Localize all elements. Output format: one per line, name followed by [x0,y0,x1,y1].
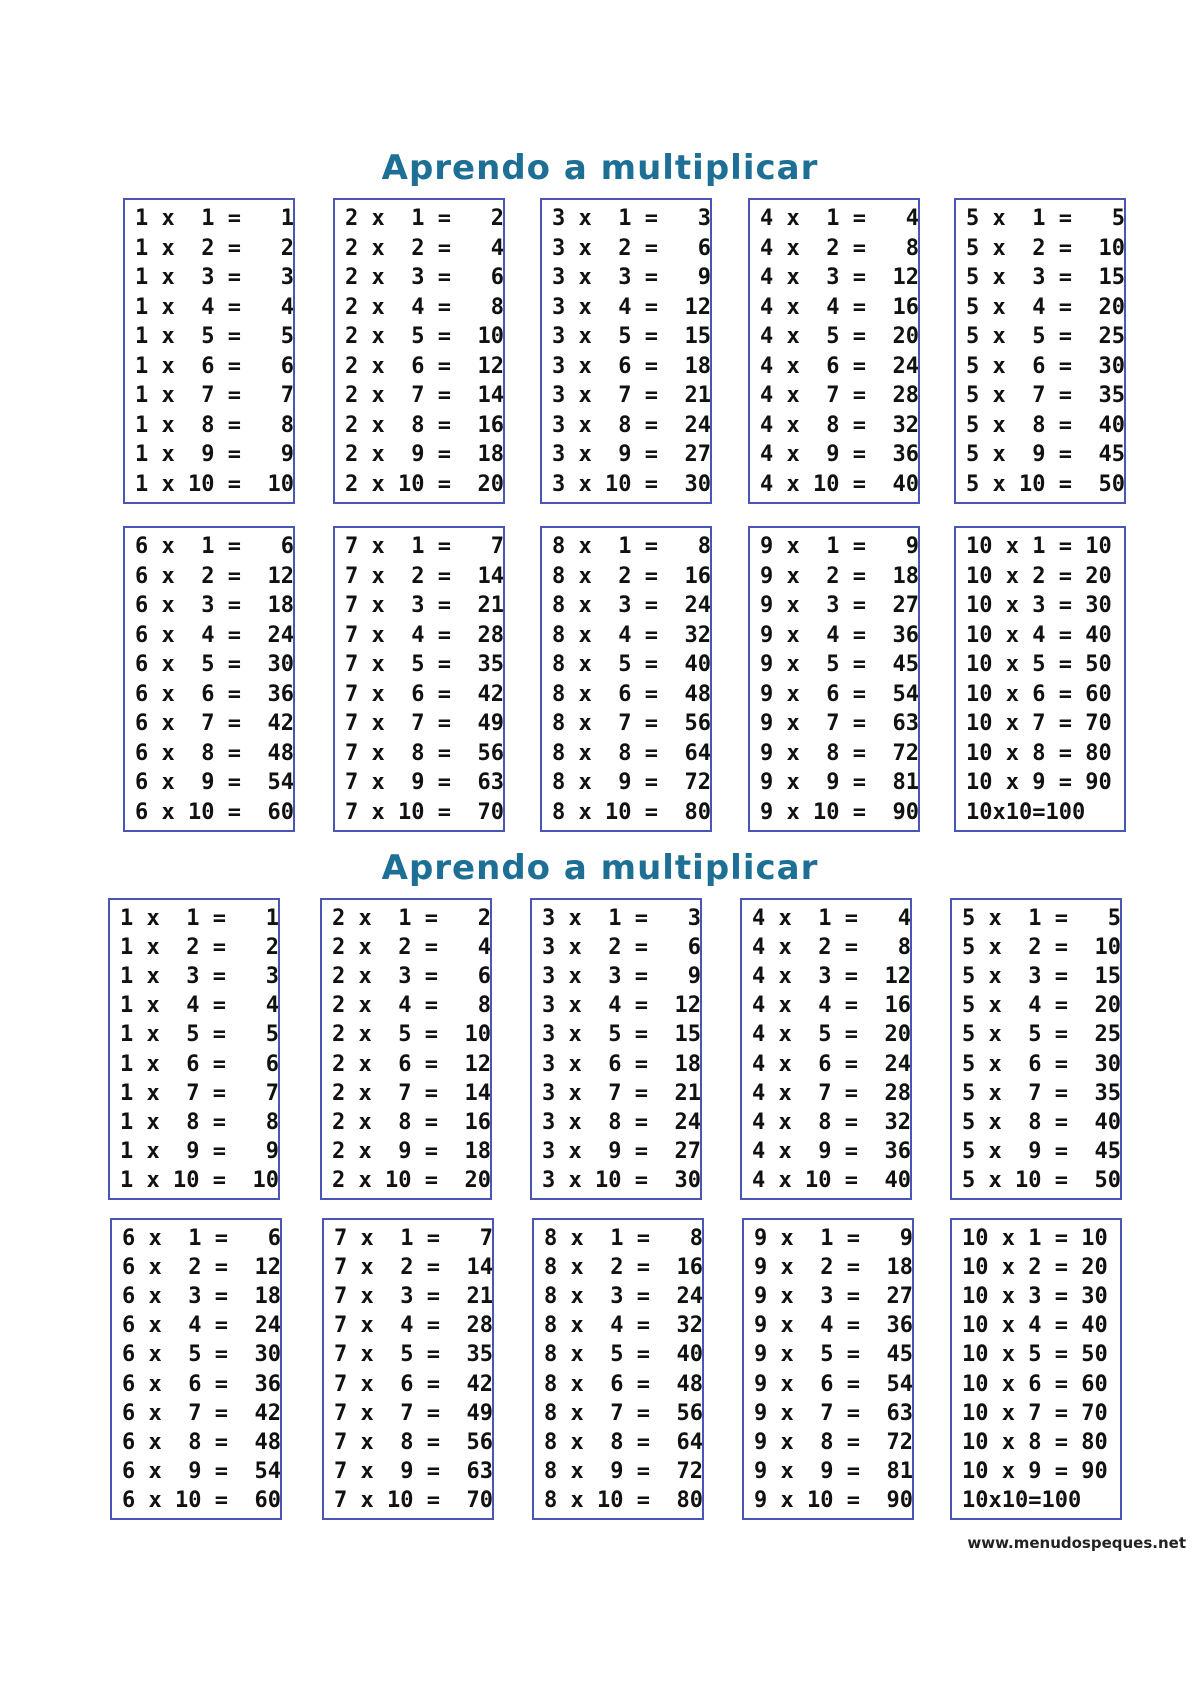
table-row: 10 x 2 = 20 [962,1255,1108,1281]
times-table-10 [954,526,1126,832]
table-row: 8 x 6 = 48 [544,1371,703,1397]
table-row: 10 x 7 = 70 [962,1400,1108,1426]
times-table-7 [333,526,505,832]
table-row: 10x10=100 [966,799,1086,825]
table-row: 8 x 5 = 40 [544,1342,703,1368]
table-row: 1 x 4 = 4 [120,993,279,1019]
table-row: 7 x 8 = 56 [345,740,504,766]
table-row: 6 x 1 = 6 [122,1226,281,1251]
table-row: 10 x 4 = 40 [966,622,1112,648]
table-row: 8 x 5 = 40 [552,652,711,678]
section-title-2: Aprendo a multiplicar [381,848,819,888]
table-row: 7 x 3 = 21 [334,1284,493,1310]
table-row: 1 x 8 = 8 [135,412,294,438]
table-row: 2 x 6 = 12 [332,1051,491,1077]
table-row: 6 x 7 = 42 [122,1400,281,1426]
table-row: 6 x 5 = 30 [122,1342,281,1368]
table-row: 2 x 3 = 6 [332,964,491,990]
times-table-4 [740,898,912,1200]
table-row: 5 x 1 = 5 [966,206,1125,231]
table-row: 8 x 1 = 8 [544,1226,703,1251]
times-table-2 [333,198,505,504]
table-row: 8 x 1 = 8 [552,534,711,559]
table-row: 3 x 6 = 18 [552,353,711,379]
table-row: 9 x 9 = 81 [760,770,919,796]
table-row: 5 x 9 = 45 [966,442,1125,468]
times-table-9 [742,1218,914,1520]
table-row: 4 x 6 = 24 [760,353,919,379]
table-row: 2 x 9 = 18 [345,442,504,468]
table-row: 7 x 8 = 56 [334,1429,493,1455]
table-row: 2 x 1 = 2 [345,206,504,231]
table-row: 3 x 9 = 27 [552,442,711,468]
table-row: 10 x 5 = 50 [966,652,1112,678]
table-row: 4 x 7 = 28 [752,1080,911,1106]
table-row: 9 x 4 = 36 [760,622,919,648]
times-table-9 [748,526,920,832]
table-row: 6 x 6 = 36 [122,1371,281,1397]
table-row: 5 x 4 = 20 [966,294,1125,320]
table-row: 7 x 1 = 7 [345,534,504,559]
table-row: 1 x 5 = 5 [135,324,294,350]
table-row: 9 x 5 = 45 [754,1342,913,1368]
table-row: 6 x 2 = 12 [122,1255,281,1281]
table-row: 10 x 6 = 60 [966,681,1112,707]
table-row: 8 x 3 = 24 [544,1284,703,1310]
table-row: 1 x 10 = 10 [135,471,294,497]
table-row: 3 x 3 = 9 [542,964,701,990]
table-row: 4 x 8 = 32 [752,1109,911,1135]
table-row: 9 x 5 = 45 [760,652,919,678]
table-row: 8 x 2 = 16 [544,1255,703,1281]
table-row: 3 x 8 = 24 [552,412,711,438]
table-row: 2 x 10 = 20 [332,1167,491,1193]
table-row: 9 x 2 = 18 [754,1255,913,1281]
table-row: 2 x 10 = 20 [345,471,504,497]
table-row: 8 x 8 = 64 [552,740,711,766]
table-row: 3 x 7 = 21 [542,1080,701,1106]
table-row: 4 x 5 = 20 [760,324,919,350]
table-row: 5 x 8 = 40 [966,412,1125,438]
table-row: 9 x 8 = 72 [754,1429,913,1455]
table-row: 1 x 7 = 7 [120,1080,279,1106]
table-row: 7 x 10 = 70 [345,799,504,825]
table-row: 6 x 9 = 54 [122,1458,281,1484]
table-row: 10 x 1 = 10 [966,534,1112,559]
table-row: 9 x 1 = 9 [754,1226,913,1251]
table-row: 2 x 7 = 14 [332,1080,491,1106]
table-row: 3 x 1 = 3 [552,206,711,231]
times-table-5 [954,198,1126,504]
table-row: 7 x 9 = 63 [345,770,504,796]
table-row: 8 x 4 = 32 [552,622,711,648]
table-row: 9 x 3 = 27 [754,1284,913,1310]
table-row: 8 x 4 = 32 [544,1313,703,1339]
times-table-5 [950,898,1122,1200]
table-row: 6 x 5 = 30 [135,652,294,678]
table-row: 9 x 10 = 90 [754,1487,913,1513]
table-row: 5 x 10 = 50 [962,1167,1121,1193]
times-table-7 [322,1218,494,1520]
table-row: 2 x 2 = 4 [332,935,491,961]
table-row: 6 x 4 = 24 [122,1313,281,1339]
table-row: 6 x 8 = 48 [135,740,294,766]
table-row: 6 x 10 = 60 [135,799,294,825]
table-row: 6 x 9 = 54 [135,770,294,796]
table-row: 4 x 2 = 8 [760,235,919,261]
table-row: 9 x 9 = 81 [754,1458,913,1484]
table-row: 2 x 5 = 10 [345,324,504,350]
table-row: 5 x 10 = 50 [966,471,1125,497]
table-row: 9 x 4 = 36 [754,1313,913,1339]
table-row: 1 x 9 = 9 [120,1138,279,1164]
table-row: 2 x 4 = 8 [332,993,491,1019]
table-row: 2 x 3 = 6 [345,265,504,291]
table-row: 3 x 1 = 3 [542,906,701,931]
table-row: 10 x 2 = 20 [966,563,1112,589]
times-table-6 [110,1218,282,1520]
table-row: 7 x 1 = 7 [334,1226,493,1251]
table-row: 7 x 6 = 42 [334,1371,493,1397]
table-row: 7 x 2 = 14 [334,1255,493,1281]
times-table-2 [320,898,492,1200]
table-row: 5 x 8 = 40 [962,1109,1121,1135]
times-table-3 [530,898,702,1200]
table-row: 7 x 10 = 70 [334,1487,493,1513]
table-row: 10 x 7 = 70 [966,711,1112,737]
table-row: 1 x 7 = 7 [135,383,294,409]
table-row: 9 x 6 = 54 [754,1371,913,1397]
table-row: 4 x 1 = 4 [752,906,911,931]
times-table-6 [123,526,295,832]
table-row: 4 x 1 = 4 [760,206,919,231]
table-row: 8 x 10 = 80 [552,799,711,825]
table-row: 4 x 9 = 36 [760,442,919,468]
table-row: 8 x 9 = 72 [552,770,711,796]
table-row: 10 x 6 = 60 [962,1371,1108,1397]
table-row: 3 x 4 = 12 [542,993,701,1019]
table-row: 4 x 7 = 28 [760,383,919,409]
table-row: 4 x 9 = 36 [752,1138,911,1164]
table-row: 7 x 5 = 35 [334,1342,493,1368]
table-row: 5 x 9 = 45 [962,1138,1121,1164]
table-row: 10 x 9 = 90 [962,1458,1108,1484]
table-row: 3 x 9 = 27 [542,1138,701,1164]
table-row: 8 x 3 = 24 [552,593,711,619]
table-row: 7 x 7 = 49 [345,711,504,737]
table-row: 4 x 2 = 8 [752,935,911,961]
table-row: 9 x 2 = 18 [760,563,919,589]
table-row: 8 x 2 = 16 [552,563,711,589]
times-table-8 [540,526,712,832]
table-row: 3 x 3 = 9 [552,265,711,291]
table-row: 1 x 1 = 1 [135,206,294,231]
table-row: 2 x 6 = 12 [345,353,504,379]
table-row: 4 x 10 = 40 [760,471,919,497]
table-row: 2 x 9 = 18 [332,1138,491,1164]
table-row: 7 x 7 = 49 [334,1400,493,1426]
table-row: 1 x 3 = 3 [135,265,294,291]
table-row: 2 x 5 = 10 [332,1022,491,1048]
table-row: 3 x 4 = 12 [552,294,711,320]
table-row: 9 x 10 = 90 [760,799,919,825]
table-row: 4 x 4 = 16 [760,294,919,320]
table-row: 6 x 7 = 42 [135,711,294,737]
table-row: 2 x 4 = 8 [345,294,504,320]
table-row: 7 x 6 = 42 [345,681,504,707]
table-row: 3 x 6 = 18 [542,1051,701,1077]
table-row: 4 x 6 = 24 [752,1051,911,1077]
table-row: 2 x 8 = 16 [345,412,504,438]
table-row: 7 x 4 = 28 [334,1313,493,1339]
table-row: 10 x 4 = 40 [962,1313,1108,1339]
table-row: 5 x 2 = 10 [966,235,1125,261]
table-row: 10x10=100 [962,1487,1082,1513]
table-row: 10 x 5 = 50 [962,1342,1108,1368]
times-table-1 [123,198,295,504]
table-row: 10 x 1 = 10 [962,1226,1108,1251]
table-row: 5 x 7 = 35 [966,383,1125,409]
table-row: 1 x 1 = 1 [120,906,279,931]
table-row: 6 x 2 = 12 [135,563,294,589]
table-row: 4 x 8 = 32 [760,412,919,438]
table-row: 5 x 6 = 30 [966,353,1125,379]
table-row: 6 x 3 = 18 [135,593,294,619]
table-row: 1 x 9 = 9 [135,442,294,468]
table-row: 6 x 8 = 48 [122,1429,281,1455]
table-row: 8 x 6 = 48 [552,681,711,707]
times-table-1 [108,898,280,1200]
table-row: 3 x 10 = 30 [552,471,711,497]
table-row: 9 x 7 = 63 [754,1400,913,1426]
table-row: 9 x 8 = 72 [760,740,919,766]
table-row: 2 x 1 = 2 [332,906,491,931]
table-row: 1 x 2 = 2 [135,235,294,261]
table-row: 5 x 3 = 15 [962,964,1121,990]
table-row: 1 x 2 = 2 [120,935,279,961]
table-row: 10 x 3 = 30 [962,1284,1108,1310]
table-row: 6 x 4 = 24 [135,622,294,648]
table-row: 3 x 2 = 6 [552,235,711,261]
table-row: 3 x 7 = 21 [552,383,711,409]
table-row: 7 x 5 = 35 [345,652,504,678]
table-row: 3 x 5 = 15 [542,1022,701,1048]
table-row: 1 x 4 = 4 [135,294,294,320]
table-row: 5 x 6 = 30 [962,1051,1121,1077]
table-row: 4 x 10 = 40 [752,1167,911,1193]
table-row: 4 x 3 = 12 [752,964,911,990]
table-row: 1 x 3 = 3 [120,964,279,990]
times-table-3 [540,198,712,504]
table-row: 7 x 9 = 63 [334,1458,493,1484]
table-row: 10 x 9 = 90 [966,770,1112,796]
table-row: 1 x 10 = 10 [120,1167,279,1193]
times-table-10 [950,1218,1122,1520]
table-row: 10 x 8 = 80 [966,740,1112,766]
table-row: 2 x 7 = 14 [345,383,504,409]
table-row: 9 x 7 = 63 [760,711,919,737]
table-row: 10 x 8 = 80 [962,1429,1108,1455]
table-row: 7 x 2 = 14 [345,563,504,589]
table-row: 1 x 8 = 8 [120,1109,279,1135]
table-row: 8 x 7 = 56 [544,1400,703,1426]
table-row: 5 x 3 = 15 [966,265,1125,291]
table-row: 7 x 3 = 21 [345,593,504,619]
section-title-1: Aprendo a multiplicar [381,148,819,188]
table-row: 8 x 8 = 64 [544,1429,703,1455]
table-row: 5 x 2 = 10 [962,935,1121,961]
table-row: 5 x 5 = 25 [966,324,1125,350]
table-row: 9 x 6 = 54 [760,681,919,707]
table-row: 5 x 5 = 25 [962,1022,1121,1048]
table-row: 6 x 3 = 18 [122,1284,281,1310]
table-row: 4 x 3 = 12 [760,265,919,291]
table-row: 6 x 1 = 6 [135,534,294,559]
times-table-8 [532,1218,704,1520]
table-row: 6 x 10 = 60 [122,1487,281,1513]
table-row: 9 x 1 = 9 [760,534,919,559]
table-row: 3 x 2 = 6 [542,935,701,961]
table-row: 1 x 6 = 6 [135,353,294,379]
website-footer: www.menudospeques.net [967,1534,1186,1552]
table-row: 6 x 6 = 36 [135,681,294,707]
table-row: 3 x 10 = 30 [542,1167,701,1193]
table-row: 2 x 2 = 4 [345,235,504,261]
times-table-4 [748,198,920,504]
table-row: 4 x 5 = 20 [752,1022,911,1048]
table-row: 10 x 3 = 30 [966,593,1112,619]
table-row: 5 x 7 = 35 [962,1080,1121,1106]
table-row: 4 x 4 = 16 [752,993,911,1019]
table-row: 3 x 8 = 24 [542,1109,701,1135]
table-row: 9 x 3 = 27 [760,593,919,619]
table-row: 1 x 5 = 5 [120,1022,279,1048]
table-row: 3 x 5 = 15 [552,324,711,350]
table-row: 5 x 4 = 20 [962,993,1121,1019]
table-row: 1 x 6 = 6 [120,1051,279,1077]
table-row: 7 x 4 = 28 [345,622,504,648]
table-row: 8 x 10 = 80 [544,1487,703,1513]
table-row: 5 x 1 = 5 [962,906,1121,931]
table-row: 2 x 8 = 16 [332,1109,491,1135]
table-row: 8 x 7 = 56 [552,711,711,737]
table-row: 8 x 9 = 72 [544,1458,703,1484]
